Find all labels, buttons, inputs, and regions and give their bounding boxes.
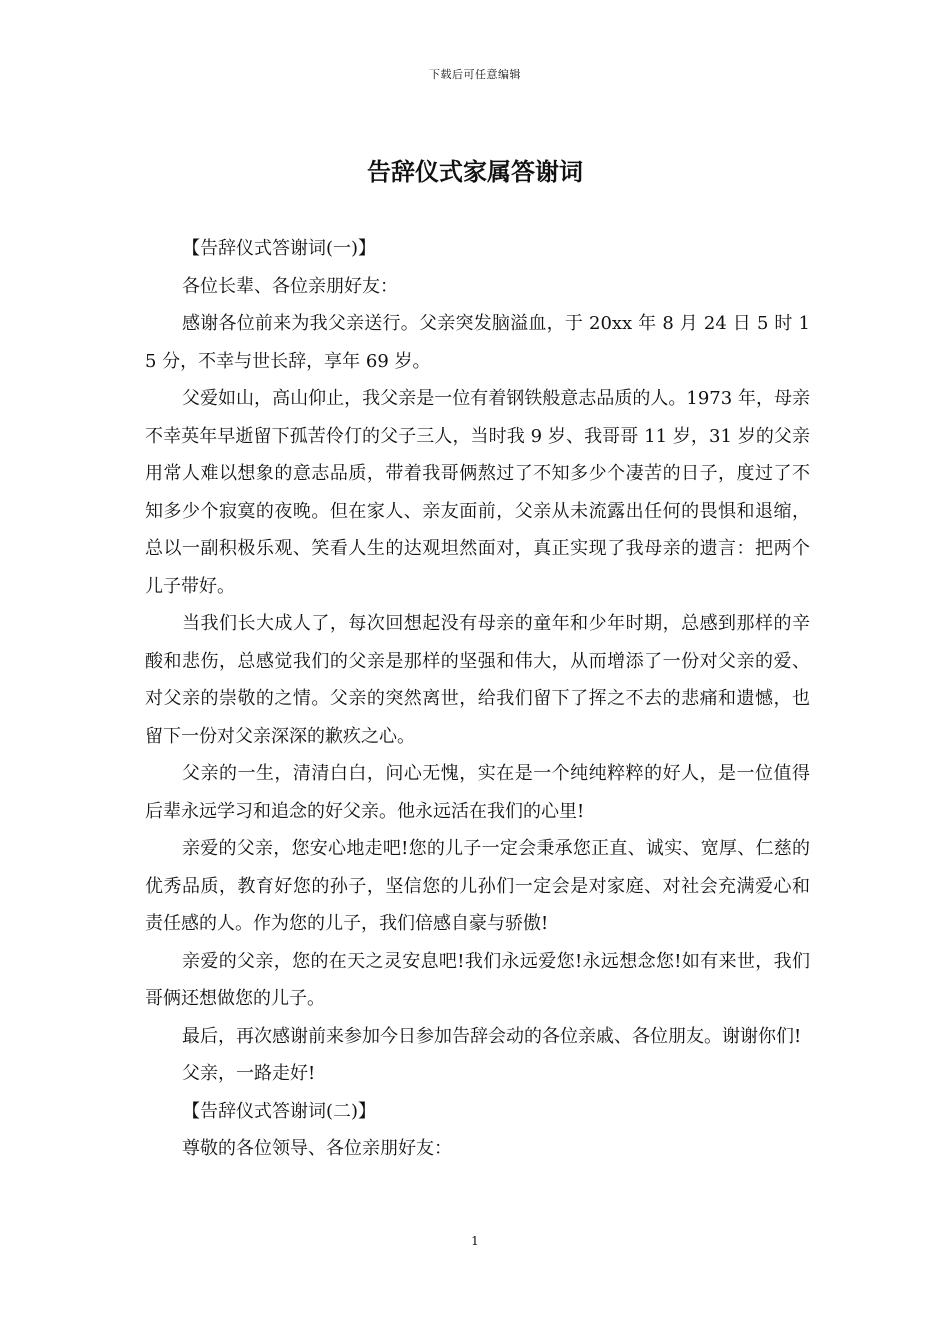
document-title: 告辞仪式家属答谢词: [367, 157, 583, 186]
body-paragraph: 最后，再次感谢前来参加今日参加告辞会动的各位亲戚、各位朋友。谢谢你们!: [182, 1025, 802, 1047]
section-heading-2: 【告辞仪式答谢词(二)】: [182, 1100, 377, 1122]
page-number: 1: [471, 1234, 479, 1248]
section-heading-1: 【告辞仪式答谢词(一)】: [182, 238, 377, 259]
body-paragraph: 父爱如山，高山仰止，我父亲是一位有着钢铁般意志品质的人。1973 年，母亲不幸英年早逝留下孤苦伶仃的父子三人，当时我 9 岁、我哥哥 11 岁，31 岁的父亲用常人难以想象的意志品质，带着我哥俩熬过了不知多少个凄苦的日子，度过了不知多少个寂寞的夜晚。但在家人、亲友面前，父亲从未流露出任何的畏惧和退缩，总以一副积极乐观、笑看人生的达观坦然面对，真正实现了我母亲的遗言：把两个儿子带好。: [145, 388, 810, 597]
document-body: [145, 230, 810, 1168]
body-paragraph: 感谢各位前来为我父亲送行。父亲突发脑溢血，于 20xx 年 8 月 24 日 5 时 15 分，不幸与世长辞，享年 69 岁。: [145, 313, 810, 372]
body-paragraph: 亲爱的父亲，您安心地走吧!您的儿子一定会秉承您正直、诚实、宽厚、仁慈的优秀品质，教育好您的孙子，坚信您的儿孙们一定会是对家庭、对社会充满爱心和责任感的人。作为您的儿子，我们倍感自豪与骄傲!: [145, 838, 810, 934]
closing-line: 父亲，一路走好!: [182, 1063, 316, 1084]
body-paragraph: 当我们长大成人了，每次回想起没有母亲的童年和少年时期，总感到那样的辛酸和悲伤，总感觉我们的父亲是那样的坚强和伟大，从而增添了一份对父亲的爱、对父亲的崇敬的之情。父亲的突然离世，给我们留下了挥之不去的悲痛和遗憾，也留下一份对父亲深深的歉疚之心。: [145, 613, 810, 747]
salutation-1: 各位长辈、各位亲朋好友：: [182, 275, 398, 297]
body-paragraph: 父亲的一生，清清白白，问心无愧，实在是一个纯纯粹粹的好人，是一位值得后辈永远学习和追念的好父亲。他永远活在我们的心里!: [145, 763, 810, 822]
salutation-2: 尊敬的各位领导、各位亲朋好友：: [182, 1138, 452, 1159]
body-paragraph: 亲爱的父亲，您的在天之灵安息吧!我们永远爱您!永远想念您!如有来世，我们哥俩还想做您的儿子。: [145, 950, 810, 1009]
header-note: 下载后可任意编辑: [429, 68, 521, 81]
